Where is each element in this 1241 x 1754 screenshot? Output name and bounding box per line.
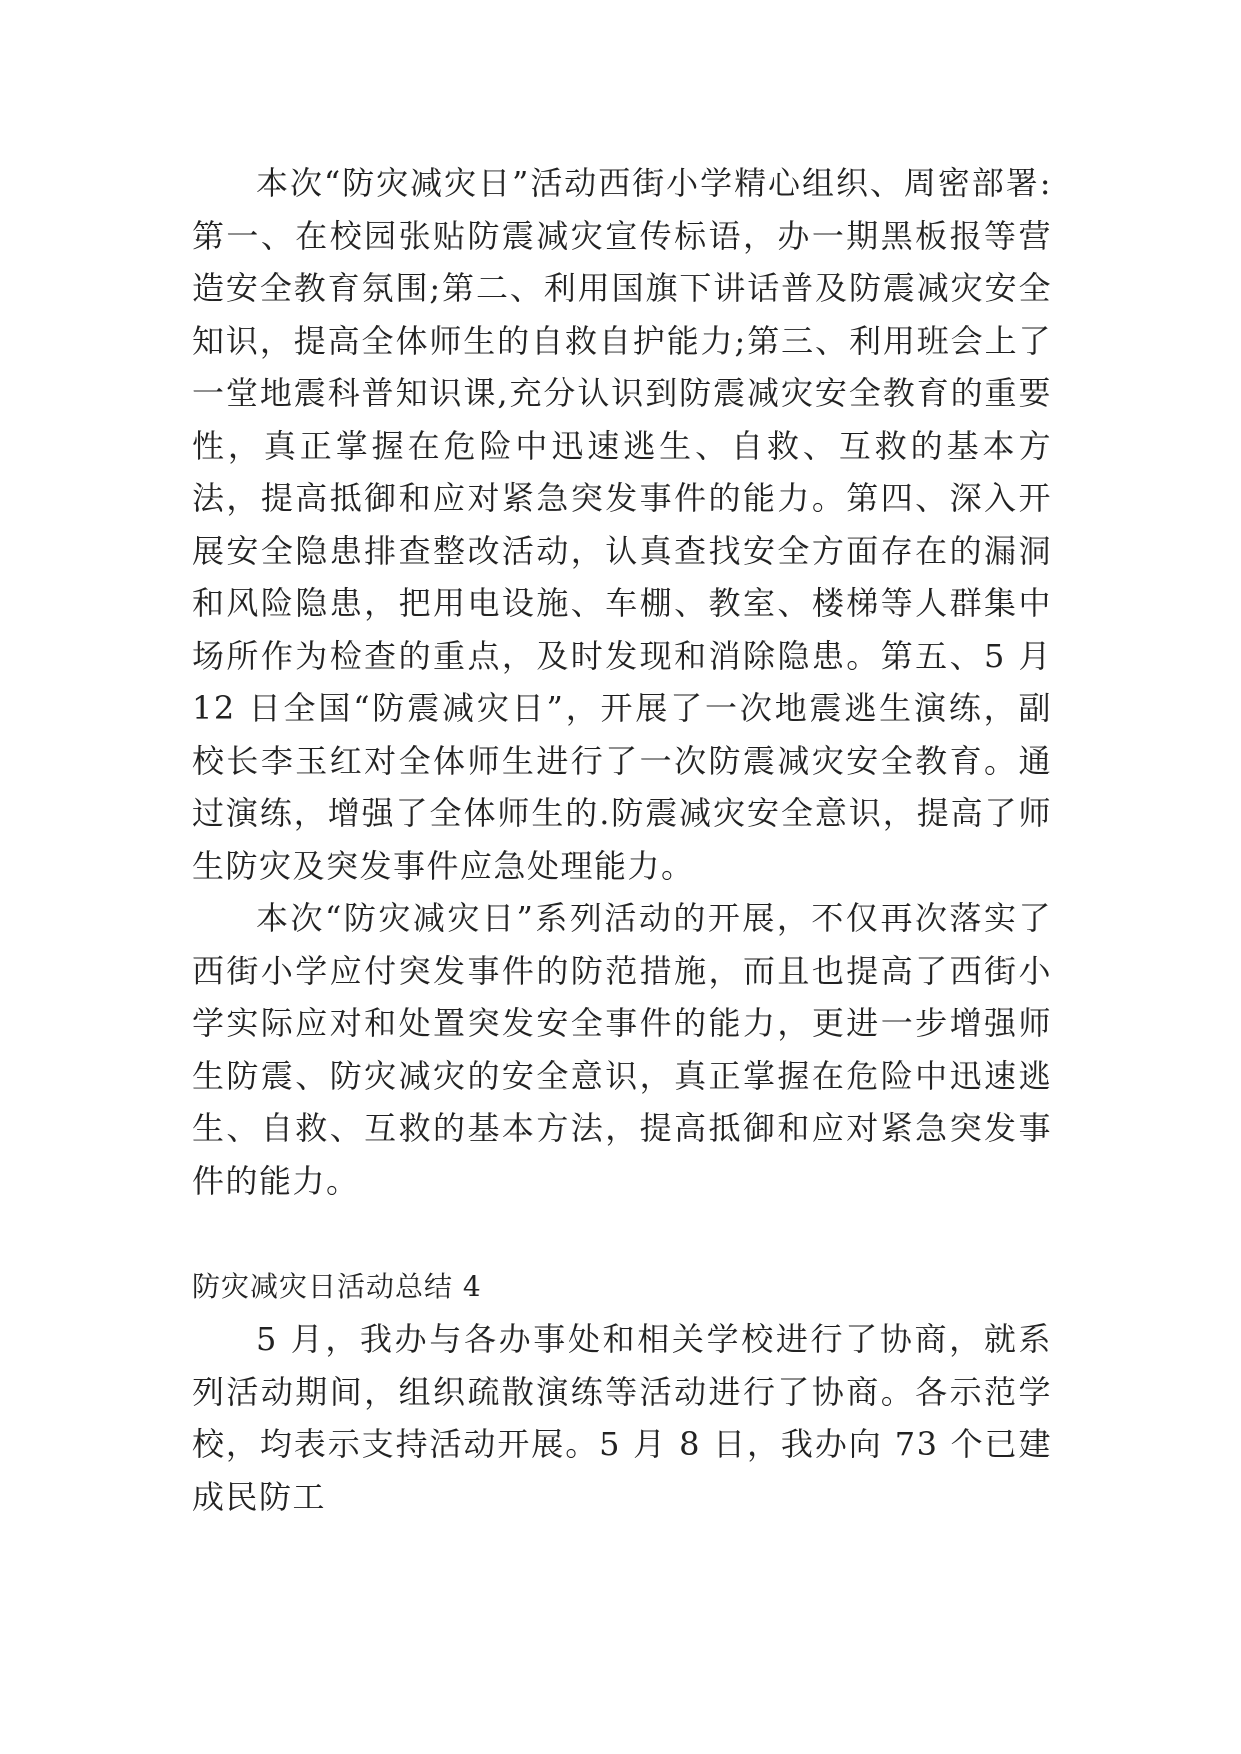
section-title: 防灾减灾日活动总结 4	[192, 1270, 482, 1303]
paragraph-activity-conclusion: 本次“防灾减灾日”系列活动的开展，不仅再次落实了西街小学应付突发事件的防范措施，而且也提高了西街小学实际应对和处置突发安全事件的能力，更进一步增强师生防震、防灾减灾的安全意识，真正掌握在危险中迅速逃生、自救、互救的基本方法，提高抵御和应对紧急突发事件的能力。	[192, 899, 1052, 1200]
paragraph-section-four: 5 月，我办与各办事处和相关学校进行了协商，就系列活动期间，组织疏散演练等活动进行了协商。各示范学校，均表示支持活动开展。5 月 8 日，我办向 73 个已建成民防工	[192, 1320, 1052, 1516]
paragraph-activity-details: 本次“防灾减灾日”活动西街小学精心组织、周密部署:第一、在校园张贴防震减灾宣传标语，办一期黑板报等营造安全教育氛围;第二、利用国旗下讲话普及防震减灾安全知识，提高全体师生的自救自护能力;第三、利用班会上了一堂地震科普知识课,充分认识到防震减灾安全教育的重要性，真正掌握在危险中迅速逃生、自救、互救的基本方法，提高抵御和应对紧急突发事件的能力。第四、深入开展安全隐患排查整改活动，认真查找安全方面存在的漏洞和风险隐患，把用电设施、车棚、教室、楼梯等人群集中场所作为检查的重点，及时发现和消除隐患。第五、5 月 12 日全国“防震减灾日”，开展了一次地震逃生演练，副校长李玉红对全体师生进行了一次防震减灾安全教育。通过演练，增强了全体师生的.防震减灾安全意识，提高了师生防灾及突发事件应急处理能力。	[192, 164, 1052, 885]
document-body	[192, 157, 1052, 1523]
